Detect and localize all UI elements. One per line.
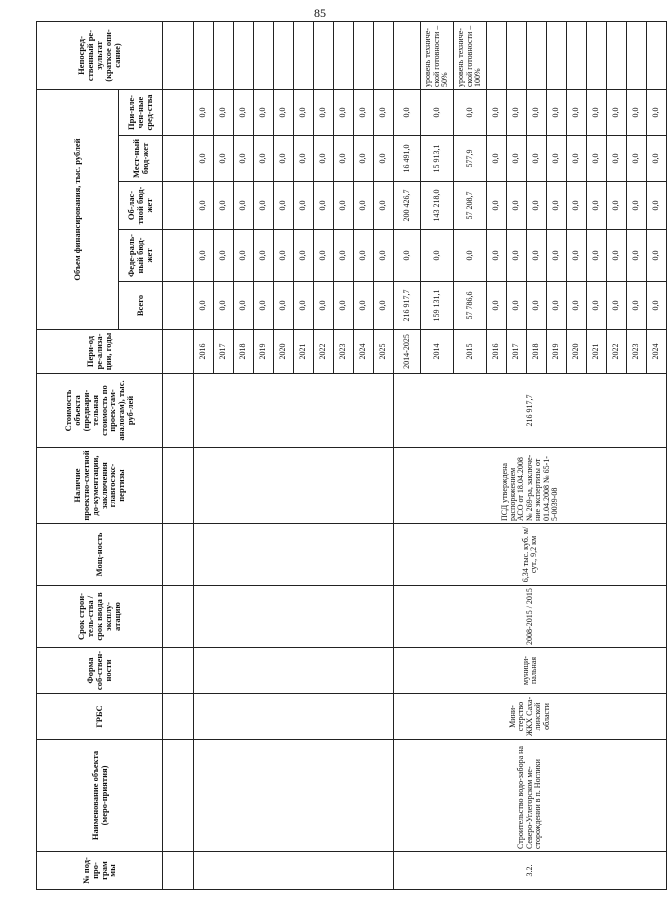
- attracted-cell: 0,0: [294, 90, 314, 136]
- total-cell: 0,0: [314, 282, 334, 330]
- total-cell: 0,0: [607, 282, 627, 330]
- federal-cell: 0,0: [627, 230, 647, 282]
- regional-cell: 0,0: [274, 182, 294, 230]
- federal-cell: 0,0: [214, 230, 234, 282]
- empty-cell: [194, 586, 394, 648]
- regional-cell: 0,0: [587, 182, 607, 230]
- local-cell: 0,0: [527, 136, 547, 182]
- year-cell: 2018: [527, 330, 547, 374]
- local-cell: 0,0: [354, 136, 374, 182]
- header-attracted: При-вле-чен-ные сред-ства: [119, 90, 163, 136]
- federal-cell: 0,0: [607, 230, 627, 282]
- total-cell: 0,0: [374, 282, 394, 330]
- result-cell: [274, 22, 294, 90]
- federal-cell: 0,0: [647, 230, 667, 282]
- header-local: Мест-ный бюд-жет: [119, 136, 163, 182]
- attracted-cell: 0,0: [647, 90, 667, 136]
- result-cell: [587, 22, 607, 90]
- object-term: 2008-2015 / 2015: [394, 586, 667, 648]
- year-cell: 2024: [647, 330, 667, 374]
- regional-cell: 57 208,7: [454, 182, 487, 230]
- empty-cell: [194, 448, 394, 524]
- total-cell: 0,0: [274, 282, 294, 330]
- regional-cell: 0,0: [194, 182, 214, 230]
- attracted-cell: 0,0: [334, 90, 354, 136]
- result-cell: [567, 22, 587, 90]
- result-cell: [234, 22, 254, 90]
- result-cell: [627, 22, 647, 90]
- federal-cell: 0,0: [374, 230, 394, 282]
- attracted-cell: 0,0: [194, 90, 214, 136]
- year-cell: 2017: [214, 330, 234, 374]
- attracted-cell: 0,0: [314, 90, 334, 136]
- year-cell: 2016: [487, 330, 507, 374]
- page-number: 85: [314, 6, 326, 20]
- local-cell: 0,0: [567, 136, 587, 182]
- local-cell: 0,0: [314, 136, 334, 182]
- local-cell: 0,0: [274, 136, 294, 182]
- total-cell: 0,0: [647, 282, 667, 330]
- total-cell: 0,0: [294, 282, 314, 330]
- result-cell: [354, 22, 374, 90]
- local-cell: 0,0: [214, 136, 234, 182]
- year-cell: 2022: [314, 330, 334, 374]
- attracted-cell: 0,0: [354, 90, 374, 136]
- total-cell: 57 786,6: [454, 282, 487, 330]
- year-cell: 2021: [294, 330, 314, 374]
- regional-cell: 0,0: [487, 182, 507, 230]
- object-ownership: муници-пальная: [394, 648, 667, 694]
- object-cost: 216 917,7: [394, 374, 667, 448]
- attracted-cell: 0,0: [214, 90, 234, 136]
- local-cell: 0,0: [587, 136, 607, 182]
- result-cell: [527, 22, 547, 90]
- attracted-cell: 0,0: [394, 90, 421, 136]
- header-term: Срок строи-тель-ства / срок ввода в эксплу-атацию: [37, 586, 163, 648]
- year-cell: 2014: [421, 330, 454, 374]
- result-cell: [314, 22, 334, 90]
- total-cell: 0,0: [487, 282, 507, 330]
- regional-cell: 200 426,7: [394, 182, 421, 230]
- local-cell: 0,0: [334, 136, 354, 182]
- header-financing: Объем финансирования, тыс. рублей: [37, 90, 119, 330]
- rotated-table-area: [36, 22, 661, 890]
- local-cell: 0,0: [607, 136, 627, 182]
- regional-cell: 0,0: [354, 182, 374, 230]
- header-capacity: Мощ-ность: [37, 524, 163, 586]
- local-cell: 0,0: [374, 136, 394, 182]
- year-cell: 2016: [194, 330, 214, 374]
- empty-cell: [194, 648, 394, 694]
- year-cell: 2019: [254, 330, 274, 374]
- federal-cell: 0,0: [394, 230, 421, 282]
- header-num: № под-про-грам мы: [37, 852, 163, 890]
- regional-cell: 0,0: [214, 182, 234, 230]
- result-cell: [334, 22, 354, 90]
- federal-cell: 0,0: [547, 230, 567, 282]
- regional-cell: 0,0: [607, 182, 627, 230]
- year-cell: 2014-2025: [394, 330, 421, 374]
- object-capacity: 6,34 тыс. куб. м/сут., 9,2 км: [394, 524, 667, 586]
- regional-cell: 0,0: [547, 182, 567, 230]
- object-psd: ПСД утверждена распоряжением АСО от 18.04.2008 № 269-ра, заключе-ние экспертизы от 01.04.2008 № 65-1-5-0039-08: [394, 448, 667, 524]
- attracted-cell: 0,0: [587, 90, 607, 136]
- total-cell: 0,0: [234, 282, 254, 330]
- attracted-cell: 0,0: [374, 90, 394, 136]
- local-cell: 0,0: [547, 136, 567, 182]
- header-federal: Феде-раль-ный бюд-жет: [119, 230, 163, 282]
- regional-cell: 0,0: [567, 182, 587, 230]
- attracted-cell: 0,0: [234, 90, 254, 136]
- attracted-cell: 0,0: [547, 90, 567, 136]
- total-cell: 0,0: [547, 282, 567, 330]
- result-cell: уровень техниче-ской готовности – 50%: [421, 22, 454, 90]
- result-cell: [254, 22, 274, 90]
- total-cell: 0,0: [254, 282, 274, 330]
- total-cell: 0,0: [214, 282, 234, 330]
- year-cell: 2018: [234, 330, 254, 374]
- header-psd: Наличие проектно-сметной до-кументации, заключения главгосэкс-пертизы: [37, 448, 163, 524]
- header-grbs: ГРБС: [37, 694, 163, 740]
- year-cell: 2015: [454, 330, 487, 374]
- regional-cell: 0,0: [507, 182, 527, 230]
- year-cell: 2017: [507, 330, 527, 374]
- total-cell: 159 131,1: [421, 282, 454, 330]
- federal-cell: 0,0: [334, 230, 354, 282]
- table-row: [194, 22, 214, 890]
- year-cell: 2024: [354, 330, 374, 374]
- local-cell: 15 913,1: [421, 136, 454, 182]
- federal-cell: 0,0: [254, 230, 274, 282]
- federal-cell: 0,0: [454, 230, 487, 282]
- regional-cell: 0,0: [647, 182, 667, 230]
- result-cell: [194, 22, 214, 90]
- empty-cell: [194, 524, 394, 586]
- local-cell: 0,0: [254, 136, 274, 182]
- header-result: Непосред-ственный ре-зультат (краткое опи-сание): [37, 22, 163, 90]
- total-cell: 0,0: [507, 282, 527, 330]
- result-cell: [294, 22, 314, 90]
- result-cell: [507, 22, 527, 90]
- regional-cell: 0,0: [314, 182, 334, 230]
- header-period: Пери-од ре-ализа-ции, годы: [37, 330, 163, 374]
- header-regional: Об-лас-тной бюд-жет: [119, 182, 163, 230]
- attracted-cell: 0,0: [254, 90, 274, 136]
- object-number: 3.2.: [394, 852, 667, 890]
- empty-cell: [194, 374, 394, 448]
- total-cell: 0,0: [354, 282, 374, 330]
- empty-cell: [194, 740, 394, 852]
- header-ownership: Форма соб-ствен-ности: [37, 648, 163, 694]
- attracted-cell: 0,0: [454, 90, 487, 136]
- federal-cell: 0,0: [527, 230, 547, 282]
- financing-table: [36, 21, 667, 890]
- total-cell: 0,0: [194, 282, 214, 330]
- total-cell: 0,0: [527, 282, 547, 330]
- regional-cell: 0,0: [254, 182, 274, 230]
- year-cell: 2023: [627, 330, 647, 374]
- local-cell: 0,0: [627, 136, 647, 182]
- federal-cell: 0,0: [587, 230, 607, 282]
- table-row: [394, 22, 421, 890]
- year-cell: 2019: [547, 330, 567, 374]
- total-cell: 0,0: [567, 282, 587, 330]
- year-cell: 2022: [607, 330, 627, 374]
- local-cell: 0,0: [194, 136, 214, 182]
- result-cell: [487, 22, 507, 90]
- header-cost: Стоимость объекта (предвари-тельная стоимость по проек-там-аналогам), тыс. руб-лей: [37, 374, 163, 448]
- rotated-table-container: [36, 22, 661, 890]
- federal-cell: 0,0: [567, 230, 587, 282]
- result-cell: [214, 22, 234, 90]
- federal-cell: 0,0: [274, 230, 294, 282]
- total-cell: 0,0: [587, 282, 607, 330]
- year-cell: 2021: [587, 330, 607, 374]
- attracted-cell: 0,0: [507, 90, 527, 136]
- header-total: Всего: [119, 282, 163, 330]
- empty-cell: [194, 694, 394, 740]
- attracted-cell: 0,0: [567, 90, 587, 136]
- federal-cell: 0,0: [314, 230, 334, 282]
- object-name: Строительство водо-забора на Северо-Углегорском ме-сторождении в п. Ноглики: [394, 740, 667, 852]
- attracted-cell: 0,0: [421, 90, 454, 136]
- regional-cell: 143 218,0: [421, 182, 454, 230]
- local-cell: 0,0: [294, 136, 314, 182]
- federal-cell: 0,0: [294, 230, 314, 282]
- federal-cell: 0,0: [487, 230, 507, 282]
- header-row-1: [37, 22, 119, 890]
- total-cell: 0,0: [334, 282, 354, 330]
- attracted-cell: 0,0: [487, 90, 507, 136]
- local-cell: 0,0: [234, 136, 254, 182]
- total-cell: 216 917,7: [394, 282, 421, 330]
- federal-cell: 0,0: [354, 230, 374, 282]
- result-cell: [394, 22, 421, 90]
- regional-cell: 0,0: [627, 182, 647, 230]
- regional-cell: 0,0: [527, 182, 547, 230]
- regional-cell: 0,0: [374, 182, 394, 230]
- federal-cell: 0,0: [507, 230, 527, 282]
- regional-cell: 0,0: [334, 182, 354, 230]
- local-cell: 577,9: [454, 136, 487, 182]
- year-cell: 2023: [334, 330, 354, 374]
- federal-cell: 0,0: [421, 230, 454, 282]
- result-cell: [607, 22, 627, 90]
- blank-row: [163, 22, 194, 890]
- attracted-cell: 0,0: [527, 90, 547, 136]
- attracted-cell: 0,0: [607, 90, 627, 136]
- object-grbs: Мини-стерство ЖКХ Саха-линской области: [394, 694, 667, 740]
- year-cell: 2025: [374, 330, 394, 374]
- header-name: Наименование объекта (меро-приятия): [37, 740, 163, 852]
- result-cell: уровень техниче-ской готовности – 100%: [454, 22, 487, 90]
- regional-cell: 0,0: [234, 182, 254, 230]
- local-cell: 0,0: [647, 136, 667, 182]
- local-cell: 0,0: [487, 136, 507, 182]
- federal-cell: 0,0: [234, 230, 254, 282]
- result-cell: [647, 22, 667, 90]
- year-cell: 2020: [567, 330, 587, 374]
- attracted-cell: 0,0: [274, 90, 294, 136]
- local-cell: 0,0: [507, 136, 527, 182]
- year-cell: 2020: [274, 330, 294, 374]
- local-cell: 16 491,0: [394, 136, 421, 182]
- federal-cell: 0,0: [194, 230, 214, 282]
- attracted-cell: 0,0: [627, 90, 647, 136]
- regional-cell: 0,0: [294, 182, 314, 230]
- result-cell: [547, 22, 567, 90]
- result-cell: [374, 22, 394, 90]
- empty-cell: [194, 852, 394, 890]
- total-cell: 0,0: [627, 282, 647, 330]
